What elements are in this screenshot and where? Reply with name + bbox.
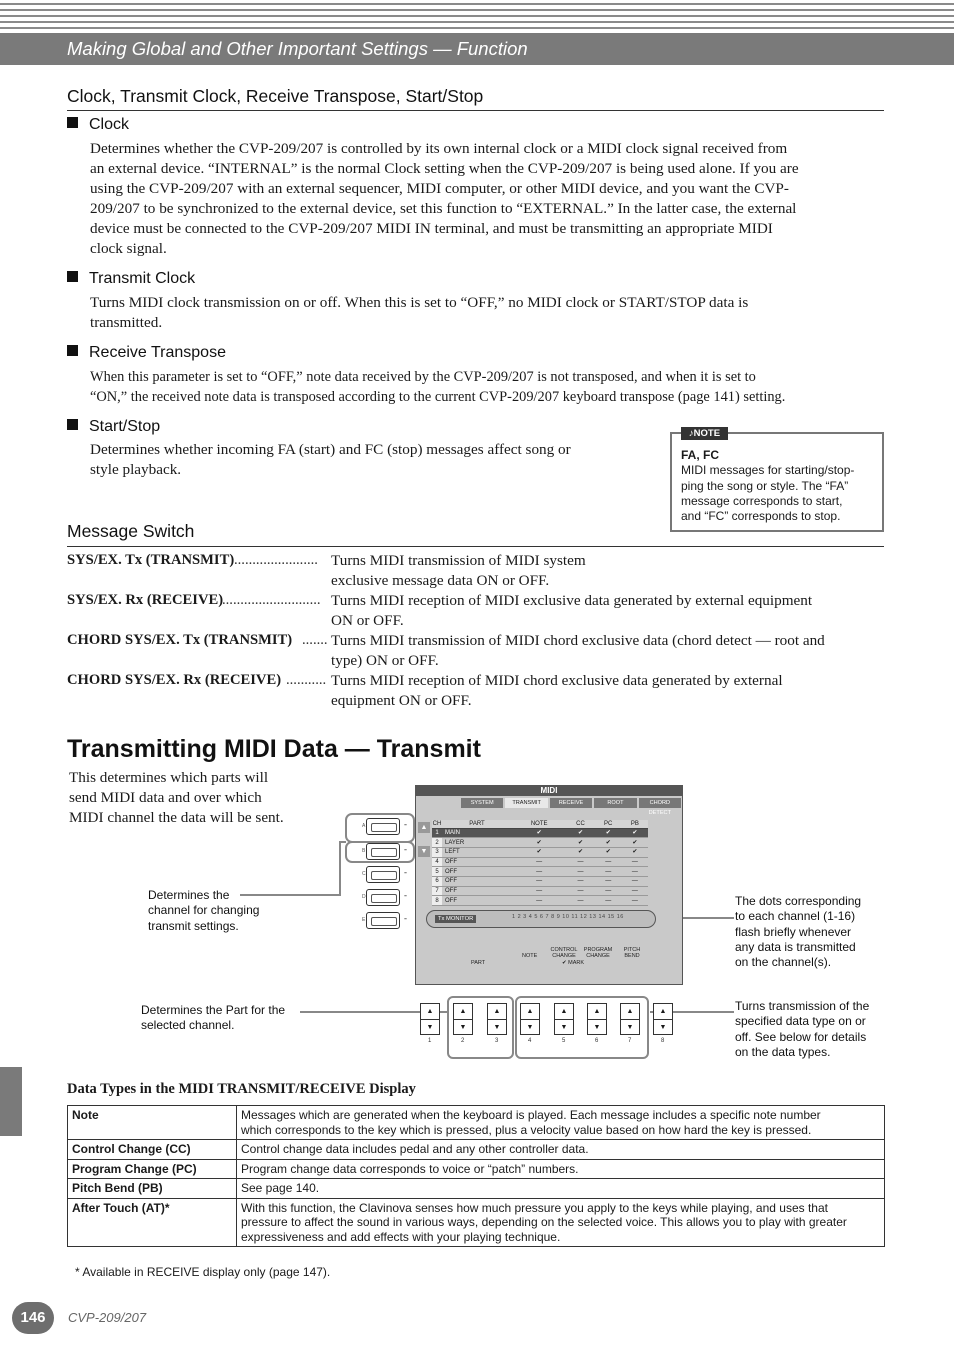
lcd-cell-ch: 2 — [432, 838, 442, 848]
lcd-cell-part: OFF — [442, 857, 512, 867]
page-number: 146 — [12, 1302, 54, 1334]
lcd-cell-part: OFF — [442, 886, 512, 896]
down-arrow-icon: ▼ — [555, 1019, 573, 1034]
tx-monitor-channels: 1 2 3 4 5 6 7 8 9 10 11 12 13 14 15 16 — [512, 914, 624, 920]
button-number: 3 — [495, 1038, 499, 1044]
side-label: C — [362, 871, 366, 877]
up-arrow-icon: ▲ — [560, 1007, 568, 1015]
lcd-label-note: NOTE — [522, 953, 538, 959]
note-box: FA, FC MIDI messages for starting/stop- ping the song or style. The “FA” message corresponds to start, and “FC” corresponds to stop. — [670, 432, 884, 532]
lcd-cell-ch: 6 — [432, 876, 442, 886]
tab-receive[interactable]: RECEIVE — [550, 798, 592, 808]
side-button-b[interactable] — [366, 843, 400, 860]
subhead-clock: Clock — [67, 116, 129, 134]
lcd-cell-mark: — — [566, 886, 594, 896]
lcd-cell-mark: — — [622, 886, 648, 896]
lcd-row[interactable] — [432, 847, 648, 857]
lcd-cell-ch: 1 — [432, 828, 442, 838]
arrow-down-icon[interactable]: ▼ — [418, 846, 430, 857]
down-arrow-icon: ▼ — [521, 1019, 539, 1034]
lcd-cell-mark: ✔ — [512, 847, 566, 857]
lcd-cell-mark: ✔ — [595, 847, 622, 857]
side-button-e[interactable] — [366, 912, 400, 929]
lcd-cell-mark: — — [512, 886, 566, 896]
col-part: PART — [442, 820, 512, 828]
lcd-cell-ch: 8 — [432, 896, 442, 906]
button-number: 8 — [661, 1038, 665, 1044]
lcd-row[interactable] — [432, 867, 648, 877]
lcd-cell-mark: — — [512, 867, 566, 877]
lcd-cell-mark: — — [595, 896, 622, 906]
transmit-clock-text: Turns MIDI clock transmission on or off. When this is set to “OFF,” no MIDI clock or START/STOP data is transmitted. — [90, 294, 749, 331]
updown-button-1[interactable] — [420, 1003, 440, 1035]
side-button-c[interactable] — [366, 866, 400, 883]
down-arrow-icon: ▼ — [621, 1019, 639, 1034]
lcd-cell-mark: — — [566, 876, 594, 886]
down-arrow-icon: ▼ — [654, 1019, 672, 1034]
desc-chord-rx: Turns MIDI reception of MIDI chord exclusive data generated by external equipment ON or OFF. — [331, 672, 783, 709]
receive-transpose-text: When this parameter is set to “OFF,” note data received by the CVP-209/207 is not transposed, and when it is set to “ON,” the received note data is transposed according to the current CVP-209/207 keyboard transpose (page 141) setting. — [90, 369, 786, 405]
up-arrow-icon: ▲ — [626, 1007, 634, 1015]
subhead-transmit-clock: Transmit Clock — [67, 270, 195, 288]
col-cc: CC — [566, 820, 594, 828]
side-button-a[interactable] — [366, 818, 400, 835]
term-sysex-tx: SYS/EX. Tx (TRANSMIT) — [67, 552, 235, 568]
lcd-cell-part: LAYER — [442, 838, 512, 848]
up-arrow-icon: ▲ — [459, 1007, 467, 1015]
side-button-d[interactable] — [366, 889, 400, 906]
lcd-cell-mark: — — [566, 857, 594, 867]
down-arrow-icon: ▼ — [588, 1019, 606, 1034]
subhead-receive-transpose: Receive Transpose — [67, 344, 226, 362]
lcd-label-mark: ✔ MARK — [562, 960, 585, 966]
lcd-cell-ch: 3 — [432, 847, 442, 857]
dash: - — [404, 819, 407, 829]
updown-button-8[interactable] — [653, 1003, 673, 1035]
term-sysex-rx: SYS/EX. Rx (RECEIVE) — [67, 592, 224, 608]
table-row: Note Messages which are generated when the keyboard is played. Each message includes a specific note number which corresponds to the key which is pressed, plus a velocity value based on how hard the key is pressed. — [68, 1106, 885, 1140]
dash: - — [404, 890, 407, 900]
leader-dots: ........... — [286, 672, 327, 688]
term-chord-rx: CHORD SYS/EX. Rx (RECEIVE) — [67, 672, 282, 688]
tab-transmit[interactable]: TRANSMIT — [505, 798, 547, 808]
dash: - — [404, 913, 407, 923]
term-chord-tx: CHORD SYS/EX. Tx (TRANSMIT) — [67, 632, 293, 648]
lcd-cell-mark: — — [566, 896, 594, 906]
lcd-cell-mark: — — [595, 857, 622, 867]
lcd-row[interactable] — [432, 886, 648, 896]
section-title: Clock, Transmit Clock, Receive Transpose, Start/Stop — [67, 86, 484, 106]
lcd-cell-part: OFF — [442, 867, 512, 877]
side-label: E — [362, 917, 366, 923]
arrow-up-icon[interactable]: ▲ — [418, 822, 430, 833]
music-note-icon: ♪ — [688, 428, 694, 439]
lcd-cell-ch: 4 — [432, 857, 442, 867]
col-ch: CH — [432, 820, 442, 827]
col-pb: PB — [622, 820, 648, 828]
lcd-label-pb: PITCH BEND — [623, 947, 641, 959]
lcd-cell-mark: ✔ — [595, 828, 622, 838]
callout-channel: Determines the channel for changing transmit settings. — [148, 888, 260, 933]
button-number: 6 — [595, 1038, 599, 1044]
lcd-row[interactable] — [432, 838, 648, 848]
lcd-cell-mark: ✔ — [622, 838, 648, 848]
datatype-buttons-highlight — [515, 996, 649, 1059]
chapter-tab — [0, 1067, 22, 1136]
lcd-cell-mark: — — [622, 857, 648, 867]
down-arrow-icon: ▼ — [421, 1019, 439, 1034]
side-label: B — [362, 848, 366, 854]
note-tag: ♪NOTE — [681, 427, 728, 440]
tab-system[interactable]: SYSTEM — [461, 798, 503, 808]
lcd-cell-mark: ✔ — [512, 838, 566, 848]
lcd-cell-mark: — — [622, 876, 648, 886]
clock-text: Determines whether the CVP-209/207 is controlled by its own internal clock or a MIDI clock signal received from an external device. “INTERNAL” is the normal Clock setting when the CVP-209/207 is being used alone. If you are using the CVP-209/207 with an external sequencer, MIDI computer, or other MIDI device, and you want the CVP- 209/207 to be synchronized to the external device, set this function to “EXTERNAL.” In the latter case, the external device must be connected to the CVP-209/207 MIDI IN terminal, and must be transmitting an appropriate MIDI clock signal. — [90, 140, 799, 257]
note-title: FA, FC — [681, 448, 719, 462]
lcd-cell-part: OFF — [442, 876, 512, 886]
data-types-table — [67, 1105, 885, 1247]
callout-dots: The dots corresponding to each channel (1-16) flash briefly whenever any data is transmitted on the channel(s). — [735, 894, 862, 970]
up-arrow-icon: ▲ — [426, 1007, 434, 1015]
lcd-cell-mark: — — [595, 867, 622, 877]
down-arrow-icon: ▼ — [488, 1019, 506, 1034]
transmit-title: Transmitting MIDI Data — Transmit — [67, 735, 481, 763]
part-buttons-highlight — [447, 996, 514, 1059]
up-arrow-icon: ▲ — [493, 1007, 501, 1015]
midi-lcd-screen — [415, 785, 683, 985]
table-row: Control Change (CC) Control change data includes pedal and any other controller data. — [68, 1140, 885, 1160]
leader-dots: ........................... — [222, 592, 321, 608]
button-number: 2 — [461, 1038, 465, 1044]
lcd-row[interactable] — [432, 876, 648, 886]
col-pc: PC — [595, 820, 622, 828]
lcd-cell-part: MAIN — [442, 828, 512, 838]
lcd-cell-mark: — — [512, 876, 566, 886]
lcd-cell-mark: ✔ — [566, 847, 594, 857]
dash: - — [404, 844, 407, 854]
lcd-cell-part: OFF — [442, 896, 512, 906]
lcd-row[interactable] — [432, 896, 648, 906]
tab-chord-detect[interactable]: CHORD DETECT — [639, 798, 681, 808]
lcd-cell-mark: ✔ — [595, 838, 622, 848]
leader-dots: ....................... — [234, 552, 318, 568]
footnote: * Available in RECEIVE display only (page 147). — [75, 1265, 331, 1279]
lcd-label-part: PART — [471, 960, 486, 966]
lcd-row[interactable] — [432, 857, 648, 867]
lcd-cell-mark: — — [595, 876, 622, 886]
lcd-cell-ch: 5 — [432, 867, 442, 877]
table-row: Pitch Bend (PB) See page 140. — [68, 1179, 885, 1199]
lcd-cell-mark: ✔ — [566, 838, 594, 848]
header-title: Making Global and Other Important Settings — Function — [67, 38, 528, 59]
tx-monitor — [426, 910, 656, 928]
lcd-cell-mark: ✔ — [512, 828, 566, 838]
col-note: NOTE — [512, 820, 566, 828]
lcd-cell-mark: — — [566, 867, 594, 877]
data-types-title: Data Types in the MIDI TRANSMIT/RECEIVE Display — [67, 1081, 416, 1097]
button-number: 7 — [628, 1038, 632, 1044]
up-arrow-icon: ▲ — [526, 1007, 534, 1015]
lcd-label-cc: CONTROL CHANGE — [550, 947, 578, 959]
side-label: A — [362, 823, 366, 829]
desc-chord-tx: Turns MIDI transmission of MIDI chord exclusive data (chord detect — root and type) ON or OFF. — [331, 632, 825, 669]
side-label: D — [362, 894, 366, 900]
transmit-intro: This determines which parts will send MIDI data and over which MIDI channel the data will be sent. — [69, 769, 284, 826]
lcd-cell-mark: — — [512, 857, 566, 867]
button-number: 1 — [428, 1038, 432, 1044]
lcd-row[interactable] — [432, 828, 648, 838]
subhead-start-stop: Start/Stop — [67, 418, 160, 436]
down-arrow-icon: ▼ — [454, 1019, 472, 1034]
leader-dots: ....... — [302, 632, 328, 648]
tx-monitor-label: Tx MONITOR — [435, 915, 476, 923]
button-number: 5 — [562, 1038, 566, 1044]
lcd-channel-table — [432, 820, 648, 906]
lcd-cell-mark: — — [622, 867, 648, 877]
lcd-cell-mark: ✔ — [622, 847, 648, 857]
lcd-title: MIDI — [416, 786, 682, 796]
lcd-cell-part: LEFT — [442, 847, 512, 857]
lcd-cell-mark: — — [512, 896, 566, 906]
up-arrow-icon: ▲ — [593, 1007, 601, 1015]
dash: - — [404, 867, 407, 877]
start-stop-text: Determines whether incoming FA (start) and FC (stop) messages affect song or style playback. — [90, 441, 571, 478]
model-name: CVP-209/207 — [68, 1310, 147, 1325]
lcd-tabs — [461, 798, 681, 816]
desc-sysex-rx: Turns MIDI reception of MIDI exclusive data generated by external equipment ON or OFF. — [331, 592, 813, 629]
callout-part: Determines the Part for the selected channel. — [141, 1003, 286, 1033]
lcd-label-pc: PROGRAM CHANGE — [583, 947, 613, 959]
lcd-cell-mark: ✔ — [566, 828, 594, 838]
table-row: Program Change (PC) Program change data corresponds to voice or “patch” numbers. — [68, 1159, 885, 1179]
lcd-cell-mark: — — [595, 886, 622, 896]
tab-root[interactable]: ROOT — [594, 798, 636, 808]
up-arrow-icon: ▲ — [659, 1007, 667, 1015]
message-switch-title: Message Switch — [67, 521, 195, 541]
table-row: After Touch (AT)* With this function, the Clavinova senses how much pressure you apply to the keys while playing, and uses that pressure to affect the sound in various ways, depending on the selected voice. This allows you to play with greater expressiveness and add effects with your playing technique. — [68, 1198, 885, 1247]
lcd-cell-mark: ✔ — [622, 828, 648, 838]
lcd-cell-ch: 7 — [432, 886, 442, 896]
lcd-cell-mark: — — [622, 896, 648, 906]
button-number: 4 — [528, 1038, 532, 1044]
desc-sysex-tx: Turns MIDI transmission of MIDI system exclusive message data ON or OFF. — [331, 552, 586, 589]
callout-toggle: Turns transmission of the specified data type on or off. See below for details on the data types. — [735, 999, 870, 1059]
